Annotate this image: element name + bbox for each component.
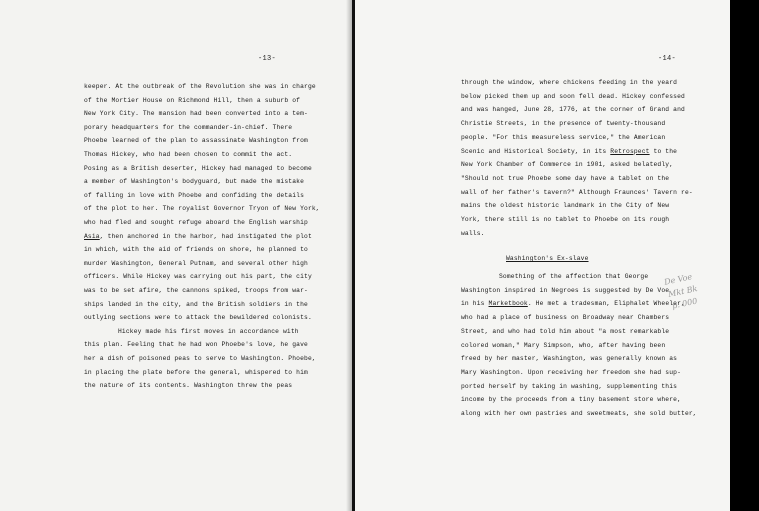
left-text-line: was to be set afire, the cannons spiked, troops from war- (84, 287, 308, 294)
left-page (0, 0, 352, 511)
right-text-line: "Should not true Phoebe some day have a tablet on the (461, 174, 670, 182)
left-text-line: ships landed in the city, and the British soldiers in the (84, 300, 308, 308)
right-text-line: New York Chamber of Commerce in 1901, asked belatedly, (461, 161, 674, 169)
right-text-line: Street, and who had told him about "a most remarkable (461, 327, 670, 335)
right-text-line: Something of the affection that George (499, 273, 649, 280)
left-text-line: Hickey made his first moves in accordance with (118, 327, 299, 335)
scan-border-right (730, 0, 759, 511)
left-text-line: her a dish of poisoned peas to serve to Washington. Phoebe, (84, 355, 316, 362)
right-text-line: walls. (461, 229, 485, 237)
left-text-line: a member of Washington's bodyguard, but made the mistake (84, 178, 305, 186)
right-text-line: and was hanged, June 28, 1776, at the corner of Grand and (461, 106, 685, 114)
left-text-line: of falling in love with Phoebe and confiding the details (84, 191, 305, 199)
left-text-line: of the Mortier House on Richmond Hill, then a suburb of (84, 96, 301, 104)
right-text-line: who had a place of business on Broadway near Chambers (461, 314, 670, 322)
left-text-line: in placing the plate before the general, whispered to him (84, 368, 308, 376)
right-text-line: through the window, where chickens feeding in the yeard (461, 79, 678, 86)
left-text-line: this plan. Feeling that he had won Phoebe's love, he gave (84, 341, 308, 349)
left-text-line: Thomas Hickey, who had been chosen to commit the act. (84, 151, 293, 158)
left-text-line: porary headquarters for the commander-in-chief. There (84, 123, 293, 131)
right-text-line: York, there still is no tablet to Phoebe on its rough (461, 216, 670, 223)
margin-note-line-2: Mkt Bk (667, 284, 699, 299)
left-text-line: of the plot to her. The royalist Governor Tryon of New York, (84, 205, 320, 213)
right-text-line: ported herself by taking in washing, supplementing this (461, 382, 678, 390)
right-text-line: income by the proceeds from a tiny basement store where, (461, 396, 682, 404)
left-text-line: Posing as a British deserter, Hickey had managed to become (84, 164, 312, 172)
left-text-line: officers. While Hickey was carrying out his part, the city (84, 273, 312, 281)
right-text-line: along with her own pastries and sweetmeats, she sold butter, (461, 410, 697, 417)
margin-note-line-3: p. 000 (671, 296, 699, 311)
page-number-right: -14- (658, 55, 677, 63)
section-heading: Washington's Ex-slave (506, 255, 589, 262)
left-text-line: outlying sections were to attack the bewildered colonists. (84, 314, 312, 322)
left-text-line: in which, with the aid of friends on shore, he planned to (84, 246, 308, 254)
right-text-line: mains the oldest historic landmark in the City of New (461, 202, 670, 210)
underlined-title: Marketbook (488, 300, 528, 308)
right-text-line: Christie Streets, in the presence of twenty-thousand (461, 120, 666, 128)
left-text-line: murder Washington, General Putnam, and several other high (84, 259, 308, 267)
underlined-title: Asia (84, 232, 100, 240)
right-text-line: Scenic and Historical Society, in its Retrospect to the (461, 147, 678, 155)
right-page (355, 0, 730, 511)
right-text-line: below picked them up and soon fell dead. Hickey confessed (461, 92, 685, 100)
left-text-line: Asia, then anchored in the harbor, had instigated the plot (84, 232, 312, 240)
left-text-line: Phoebe learned of the plan to assassinate Washington from (84, 137, 308, 145)
left-text-line: New York City. The mansion had been converted into a tem- (84, 110, 308, 118)
underlined-title: Retrospect (610, 147, 650, 155)
margin-note-line-1: De Voe (663, 272, 693, 287)
page-number-left: -13- (258, 55, 277, 63)
right-text-line: Mary Washington. Upon receiving her freedom she had sup- (461, 368, 682, 376)
right-text-line: freed by her master, Washington, was generally known as (461, 355, 678, 363)
right-text-line: Washington inspired in Negroes is suggested by De Voe (461, 286, 670, 294)
right-text-line: colored woman," Mary Simpson, who, after having been (461, 341, 666, 349)
right-text-line: in his Marketbook. He met a tradesman, Eliphalet Wheeler, (461, 300, 685, 308)
left-text-line: the nature of its contents. Washington threw the peas (84, 382, 293, 390)
left-text-line: keeper. At the outbreak of the Revolution she was in charge (84, 83, 316, 90)
right-text-line: people. "For this measureless service," the American (461, 133, 666, 141)
left-text-line: who had fled and sought refuge aboard the English warship (84, 219, 308, 226)
right-text-line: wall of her father's tavern?" Although Fraunces' Tavern re- (461, 188, 693, 196)
